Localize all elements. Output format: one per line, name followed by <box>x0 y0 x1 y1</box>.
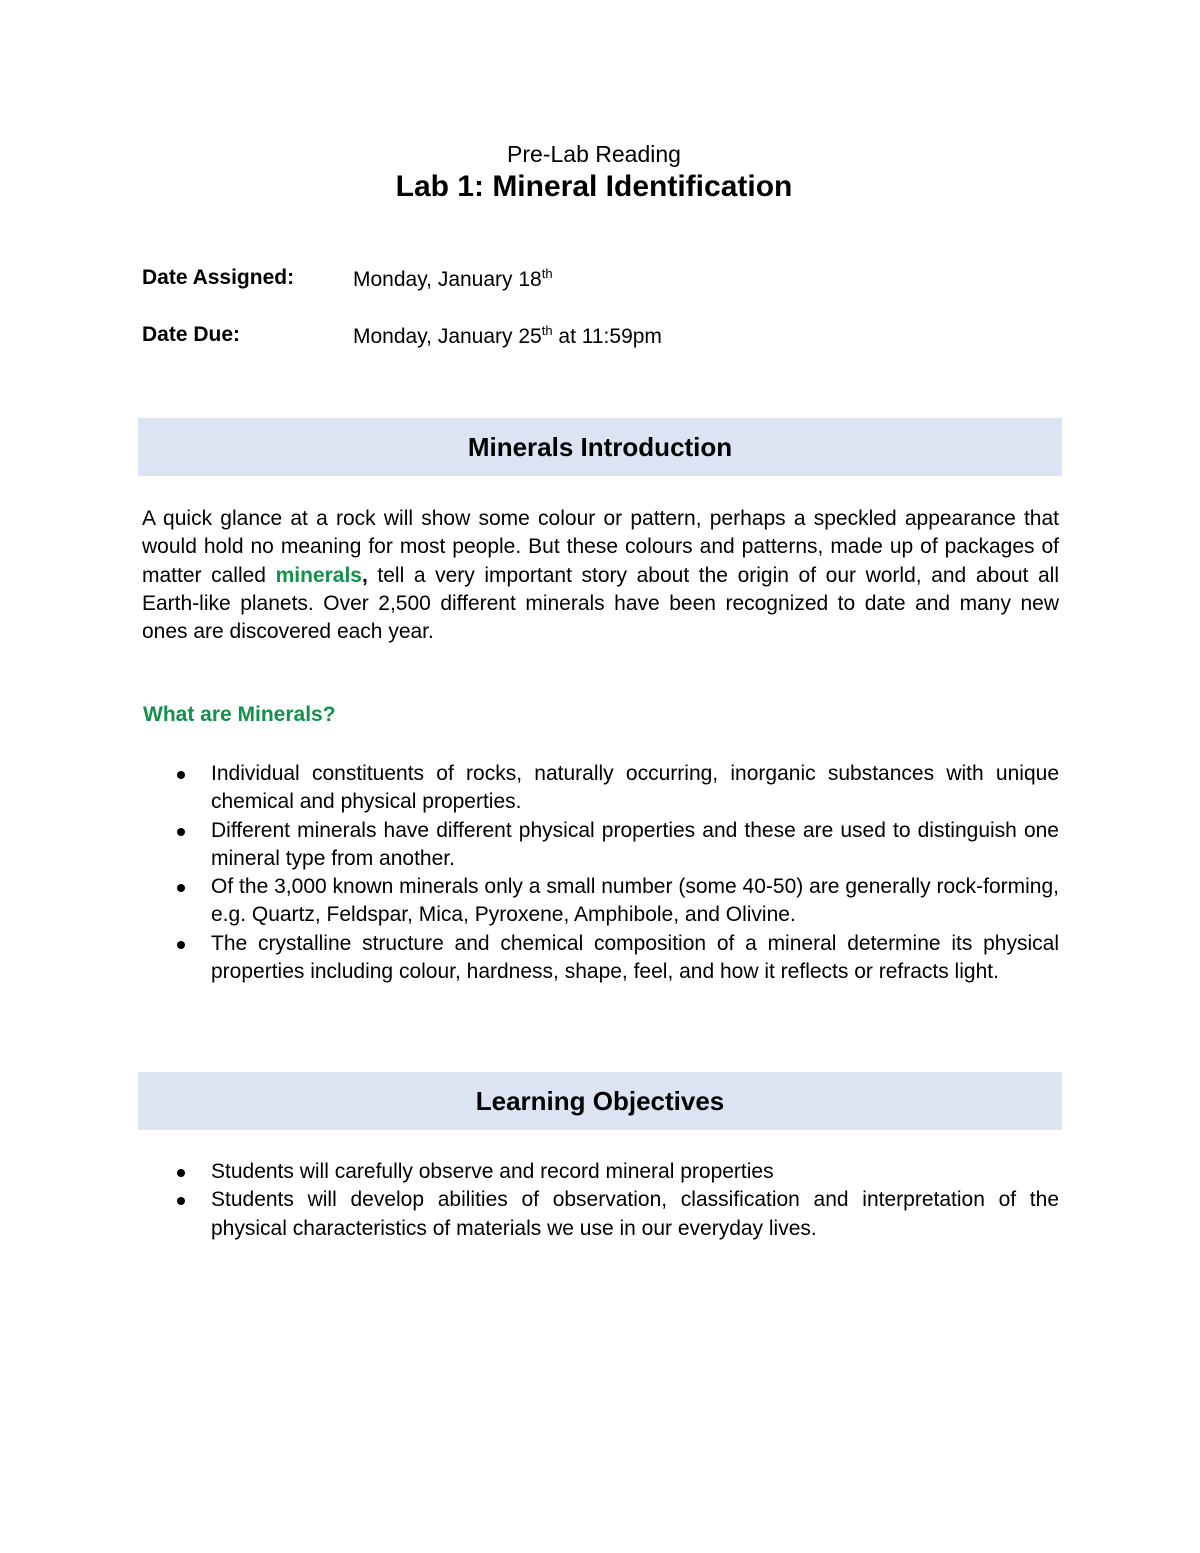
list-item: The crystalline structure and chemical composition of a mineral determine its physical properties including colour, hardness, shape, feel, and how it reflects or refracts light. <box>142 930 1059 987</box>
bullet-icon <box>177 771 185 779</box>
list-item: Of the 3,000 known minerals only a small number (some 40-50) are generally rock-forming, e.g. Quartz, Feldspar, Mica, Pyroxene, Amphibole, and Olivine. <box>142 873 1059 930</box>
bullet-icon <box>177 884 185 892</box>
pre-lab-label: Pre-Lab Reading <box>507 141 681 167</box>
what-are-minerals-list <box>142 760 1059 986</box>
learning-objectives-list <box>142 1158 1059 1243</box>
list-item: Individual constituents of rocks, naturally occurring, inorganic substances with unique chemical and physical properties. <box>142 760 1059 817</box>
what-are-minerals-heading: What are Minerals? <box>143 703 336 726</box>
date-due-label: Date Due: <box>142 323 241 346</box>
bullet-icon <box>177 1169 185 1177</box>
list-item: Different minerals have different physical properties and these are used to distinguish one mineral type from another. <box>142 817 1059 874</box>
minerals-highlight: minerals <box>275 563 362 587</box>
bullet-icon <box>177 941 185 949</box>
list-item: Students will develop abilities of observation, classification and interpretation of the physical characteristics of materials we use in our everyday lives. <box>142 1186 1059 1243</box>
intro-paragraph: A quick glance at a rock will show some colour or pattern, perhaps a speckled appearance that would hold no meaning for most people. But these colours and patterns, made up of packages of matter called minerals, tell a very important story about the origin of our world, and about all Earth-like planets. Over 2,500 different minerals have been recognized to date and many new ones are discovered each year. <box>142 507 1059 644</box>
date-due-value: Monday, January 25th at 11:59pm <box>353 323 662 348</box>
date-assigned-label: Date Assigned: <box>142 266 295 289</box>
learning-objectives-heading: Learning Objectives <box>138 1072 1062 1130</box>
bullet-icon <box>177 1197 185 1205</box>
bullet-icon <box>177 828 185 836</box>
minerals-introduction-heading: Minerals Introduction <box>138 418 1062 476</box>
page-title: Lab 1: Mineral Identification <box>395 170 793 203</box>
date-assigned-value: Monday, January 18th <box>353 266 553 291</box>
list-item: Students will carefully observe and record mineral properties <box>142 1158 1059 1186</box>
